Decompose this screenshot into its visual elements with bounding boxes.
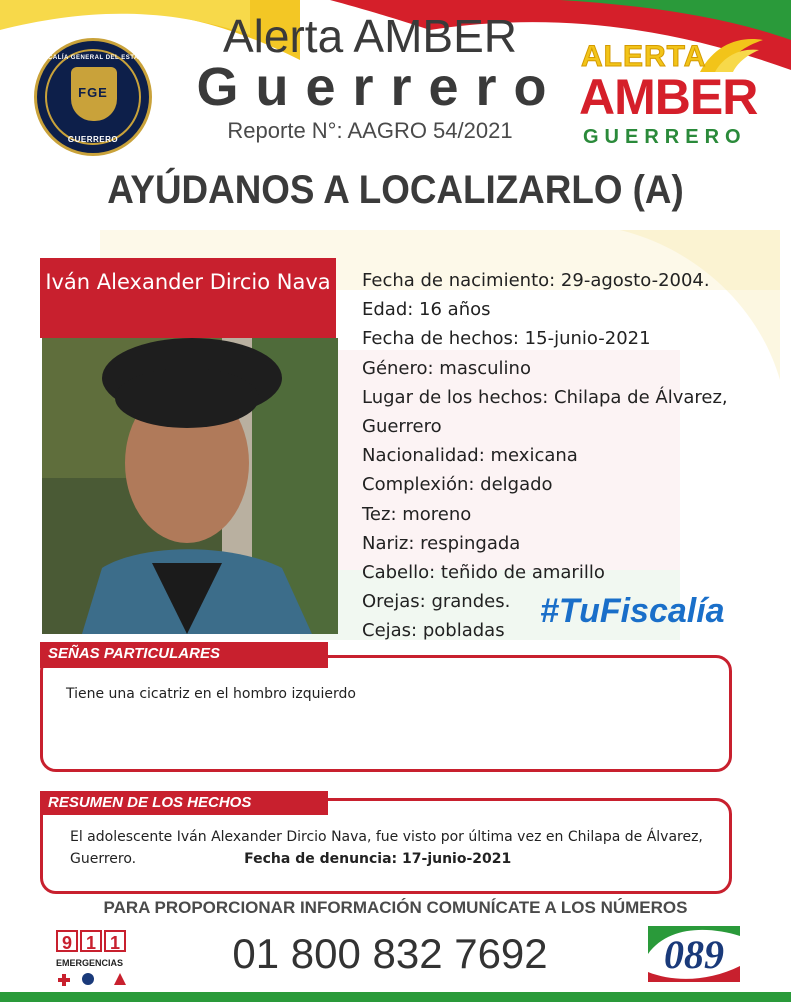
logo-line3: GUERRERO — [583, 126, 747, 148]
senas-box — [40, 655, 732, 772]
logo-line2: AMBER — [579, 69, 758, 125]
person-photo — [42, 338, 338, 634]
resumen-line2-text: Guerrero. — [70, 851, 137, 867]
footer-green-bar — [0, 992, 791, 1002]
detail-hair: Cabello: teñido de amarillo — [362, 562, 605, 584]
detail-age: Edad: 16 años — [362, 299, 491, 321]
resumen-text — [70, 826, 720, 870]
emergencias-label: EMERGENCIAS — [56, 958, 124, 968]
person-name-box: Iván Alexander Dircio Nava — [40, 258, 336, 338]
fge-seal-logo — [34, 38, 152, 156]
person-details — [362, 266, 782, 646]
logo-089-text: 089 — [664, 932, 724, 977]
detail-complexion: Tez: moreno — [362, 503, 472, 525]
detail-ears: Orejas: grandes. — [362, 591, 511, 613]
resumen-label: RESUMEN DE LOS HECHOS — [40, 791, 328, 815]
logo-line1: ALERTA — [581, 40, 707, 73]
denuncia-089-logo — [648, 926, 740, 982]
detail-eyebrows: Cejas: pobladas — [362, 620, 505, 642]
detail-place-cont: Guerrero — [362, 416, 442, 438]
title-line1: Alerta AMBER — [223, 10, 517, 62]
senas-text: Tiene una cicatriz en el hombro izquierdo — [66, 686, 356, 702]
emergency-icons — [58, 972, 128, 986]
detail-place: Lugar de los hechos: Chilapa de Álvarez, — [362, 386, 728, 408]
phone-number: 01 800 832 7692 — [232, 930, 548, 977]
denuncia-date: Fecha de denuncia: 17-junio-2021 — [244, 851, 512, 867]
report-number: Reporte N°: AAGRO 54/2021 — [227, 118, 513, 143]
headline: AYÚDANOS A LOCALIZARLO (A) — [107, 168, 684, 212]
detail-gender: Género: masculino — [362, 357, 531, 379]
seal-ring-text-bottom: GUERRERO — [67, 135, 119, 144]
digit-9: 9 — [56, 930, 78, 952]
emergency-911-logo — [56, 930, 136, 990]
detail-nose: Nariz: respingada — [362, 532, 521, 554]
resumen-line2 — [70, 848, 720, 870]
detail-nationality: Nacionalidad: mexicana — [362, 445, 578, 467]
detail-build: Complexión: delgado — [362, 474, 553, 496]
detail-birthdate: Fecha de nacimiento: 29-agosto-2004. — [362, 270, 710, 291]
senas-label: SEÑAS PARTICULARES — [40, 642, 328, 668]
detail-event-date: Fecha de hechos: 15-junio-2021 — [362, 328, 651, 350]
digit-1: 1 — [80, 930, 102, 952]
hashtag: #TuFiscalía — [540, 592, 725, 630]
title-line2: Guerrero — [196, 57, 564, 117]
contact-instructions: PARA PROPORCIONAR INFORMACIÓN COMUNÍCATE A LOS NÚMEROS — [103, 898, 688, 917]
digit-1b: 1 — [104, 930, 126, 952]
alerta-amber-logo — [575, 40, 765, 160]
seal-ring-text-top: FISCALÍA GENERAL DEL ESTADO — [37, 55, 149, 61]
resumen-line1: El adolescente Iván Alexander Dircio Nava, fue visto por última vez en Chilapa de Álvarez, — [70, 829, 703, 845]
seal-abbr: FGE — [78, 85, 108, 100]
